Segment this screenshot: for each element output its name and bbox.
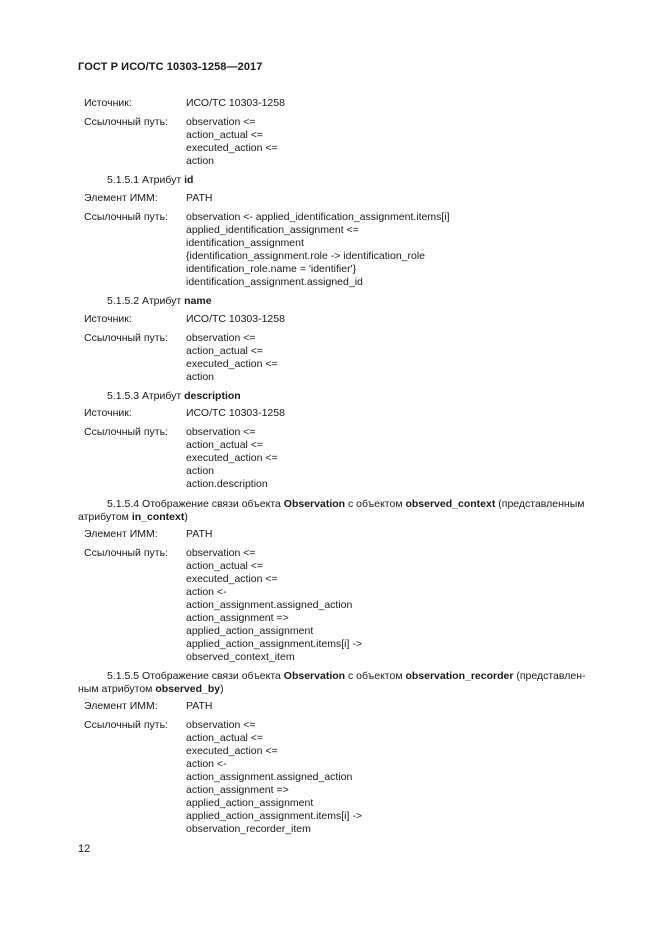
path-line: action.description xyxy=(186,478,268,490)
path-line: observation_recorder_item xyxy=(186,823,311,835)
path-line: executed_action <= xyxy=(186,452,278,464)
path-line: action xyxy=(186,465,215,477)
aim-element-value: PATH xyxy=(186,528,213,540)
path-line: observation <- applied_identification_assignment.items[i] xyxy=(186,211,450,223)
path-line: action_assignment => xyxy=(186,784,289,796)
source-value: ИСО/ТС 10303-1258 xyxy=(186,407,285,419)
ref-path-row xyxy=(0,116,661,129)
ref-path-label: Ссылочный путь: xyxy=(84,116,168,128)
path-line: {identification_assignment.role -> identification_role xyxy=(186,250,426,262)
section-heading-5152: 5.1.5.2 Атрибут name xyxy=(107,295,212,307)
aim-element-label: Элемент ИММ: xyxy=(84,192,158,204)
path-line: observation <= xyxy=(186,426,256,438)
path-line: action_actual <= xyxy=(186,129,264,141)
path-line: action_assignment.assigned_action xyxy=(186,599,353,611)
path-line: executed_action <= xyxy=(186,358,278,370)
ref-path-label: Ссылочный путь: xyxy=(84,332,168,344)
source-label: Источник: xyxy=(84,313,132,325)
path-line: action_actual <= xyxy=(186,732,264,744)
path-line: action_actual <= xyxy=(186,439,264,451)
mapping-block-observed-by xyxy=(0,700,661,836)
path-line: action_assignment.assigned_action xyxy=(186,771,353,783)
source-value: ИСО/ТС 10303-1258 xyxy=(186,97,285,109)
page-number: 12 xyxy=(78,843,91,855)
path-line: applied_action_assignment.items[i] -> xyxy=(186,810,362,822)
document-header: ГОСТ Р ИСО/ТС 10303-1258—2017 xyxy=(78,61,263,73)
path-line: action <- xyxy=(186,586,227,598)
path-line: applied_action_assignment.items[i] -> xyxy=(186,638,362,650)
section-heading-5151: 5.1.5.1 Атрибут id xyxy=(107,174,194,186)
section-heading-5155: 5.1.5.5 Отображение связи объекта Observation с объектом observation_recorder (представлен- ным атрибутом observed_by) xyxy=(78,670,586,695)
ref-path-label: Ссылочный путь: xyxy=(84,426,168,438)
path-line: action_assignment => xyxy=(186,612,289,624)
aim-element-label: Элемент ИММ: xyxy=(84,700,158,712)
section-heading-5154: 5.1.5.4 Отображение связи объекта Observation с объектом observed_context (представленным атрибутом in_context) xyxy=(78,498,585,523)
aim-element-value: PATH xyxy=(186,700,213,712)
mapping-block-id xyxy=(0,192,661,289)
path-line: applied_action_assignment xyxy=(186,625,314,637)
mapping-block-description xyxy=(0,407,661,491)
path-line: observed_context_item xyxy=(186,651,295,663)
path-line: identification_assignment xyxy=(186,237,304,249)
mapping-block-observation xyxy=(0,97,661,168)
path-line: action <- xyxy=(186,758,227,770)
path-line: action_actual <= xyxy=(186,345,264,357)
path-line: executed_action <= xyxy=(186,573,278,585)
path-line: executed_action <= xyxy=(186,142,278,154)
mapping-block-name xyxy=(0,313,661,384)
path-line: observation <= xyxy=(186,332,256,344)
path-line: executed_action <= xyxy=(186,745,278,757)
path-line: observation <= xyxy=(186,719,256,731)
ref-path-label: Ссылочный путь: xyxy=(84,211,168,223)
path-line: action_actual <= xyxy=(186,560,264,572)
path-line: observation <= xyxy=(186,116,256,128)
path-line: identification_assignment.assigned_id xyxy=(186,276,363,288)
path-line: applied_identification_assignment <= xyxy=(186,224,359,236)
aim-element-value: PATH xyxy=(186,192,213,204)
path-line: action xyxy=(186,371,215,383)
path-line: observation <= xyxy=(186,547,256,559)
mapping-block-in-context xyxy=(0,528,661,664)
path-line: action xyxy=(186,155,215,167)
source-label: Источник: xyxy=(84,407,132,419)
ref-path-label: Ссылочный путь: xyxy=(84,719,168,731)
path-line: identification_role.name = 'identifier'} xyxy=(186,263,357,275)
source-label: Источник: xyxy=(84,97,132,109)
ref-path-label: Ссылочный путь: xyxy=(84,547,168,559)
section-heading-5153: 5.1.5.3 Атрибут description xyxy=(107,390,241,402)
source-row xyxy=(0,97,661,110)
source-value: ИСО/ТС 10303-1258 xyxy=(186,313,285,325)
aim-element-label: Элемент ИММ: xyxy=(84,528,158,540)
path-line: applied_action_assignment xyxy=(186,797,314,809)
